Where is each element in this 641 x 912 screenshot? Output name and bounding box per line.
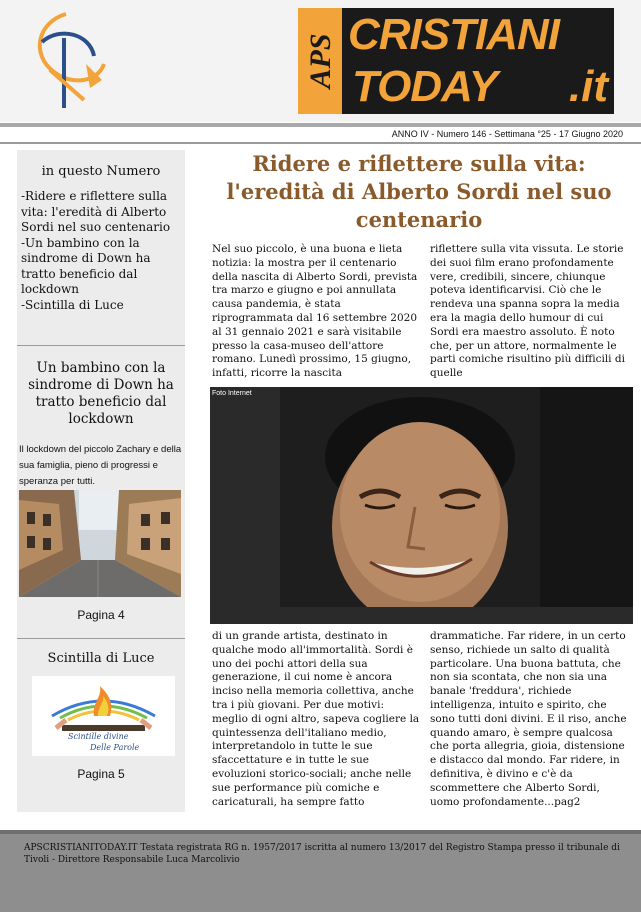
teaser-title: Scintilla di Luce	[47, 651, 155, 666]
page-footer	[0, 830, 641, 912]
scintilla-caption-1: Scintille divine	[68, 732, 129, 741]
footer-rule	[0, 830, 641, 834]
fish-cross-logo-icon	[20, 8, 112, 112]
article-photo	[210, 387, 633, 624]
teaser-text: Il lockdown del piccolo Zachary e della sua famiglia, pieno di progressi e speranza per tutti.	[19, 444, 182, 487]
teaser-title: Un bambino con la sindrome di Down ha tratto beneficio dal lockdown	[28, 360, 174, 427]
toc-list	[17, 189, 185, 313]
scintilla-caption-2: Delle Parole	[90, 743, 140, 752]
masthead-line2: TODAY	[352, 62, 497, 111]
scintilla-logo	[32, 676, 175, 756]
article-col2-bottom	[430, 630, 630, 809]
article-paragraph: riflettere sulla vita vissuta. Le storie dei suoi film erano profondamente vere, credibili, sincere, chiunque poteva identificarvisi. Ciò che le rendeva una spanna sopra la media era la magia dello humour di cui Sordi era maestro assoluto. È noto che, per un attore, normalmente le parti comiche risultino più difficili di quelle	[430, 243, 625, 380]
header-rule	[0, 123, 641, 127]
masthead-suffix: .it	[568, 62, 608, 111]
article-col1-top	[212, 243, 420, 381]
street-photo-image	[19, 490, 181, 597]
teaser-scintilla[interactable]	[17, 639, 185, 812]
portrait-photo-image	[210, 387, 633, 624]
teaser-page-link[interactable]: Pagina 4	[77, 608, 125, 622]
masthead-aps: APS	[304, 33, 337, 89]
toc-title: in questo Numero	[41, 164, 161, 179]
page-header	[0, 0, 641, 122]
article-col1-bottom	[212, 630, 420, 809]
masthead-line1: CRISTIANI	[348, 10, 559, 59]
teaser-page-link[interactable]: Pagina 5	[77, 767, 125, 781]
toc-item[interactable]: -Un bambino con la sindrome di Down ha tratto beneficio dal lockdown	[21, 235, 151, 296]
article-title: Ridere e riflettere sulla vita: l'eredità di Alberto Sordi nel suo centenario	[226, 151, 612, 232]
photo-caption: Foto Internet	[212, 390, 252, 397]
street-photo	[19, 490, 181, 597]
footer-imprint: APSCRISTIANITODAY.IT Testata registrata RG n. 1957/2017 iscritta al numero 13/2017 del Registro Stampa presso il tribunale di Tivoli - Direttore Responsabile Luca Marcolivio	[24, 843, 620, 865]
toc-item[interactable]: -Ridere e riflettere sulla vita: l'eredità di Alberto Sordi nel suo centenario	[21, 189, 171, 234]
article-paragraph: Nel suo piccolo, è una buona e lieta notizia: la mostra per il centenario della nascita di Alberto Sordi, prevista tra marzo e giugno e poi annullata causa pandemia, è stata riprogrammata dal 16 settembre 2020 al 31 gennaio 2021 e sarà visitabile presso la casa-museo dell'attore romano. Lunedì prossimo, 15 giugno, infatti, ricorre la nascita	[212, 243, 418, 380]
article-paragraph: di un grande artista, destinato in qualche modo all'immortalità. Sordi è uno dei pochi attori della sua generazione, il cui nome è ancora inciso nella memoria collettiva, anche tra i più giovani. Per due motivi: meglio di ogni altro, sapeva cogliere la quintessenza dell'italiano medio, interpretandolo in tutte le sue sfaccettature e in tutte le sue evoluzioni storico-sociali; anche nelle sue performance più comiche e caricaturali, ha sempre fatto	[212, 630, 420, 808]
teaser-down-syndrome[interactable]	[17, 346, 185, 639]
toc-item[interactable]: -Scintilla di Luce	[21, 297, 124, 312]
article-col2-top	[430, 243, 630, 381]
issue-rule	[0, 142, 641, 144]
sidebar	[17, 150, 185, 812]
masthead-logo	[298, 8, 614, 114]
article-paragraph: drammatiche. Far ridere, in un certo senso, richiede un salto di qualità particolare. Una buona battuta, che non sia scontata, che non sia una banale 'freddura', richiede intelligenza, intuito e spirito, che sono tutti doni divini. E il riso, anche quando amaro, è sempre qualcosa che porta allegria, gioia, distensione e distacco dal mondo. Far ridere, in definitiva, è divino e c'è da scommettere che Alberto Sordi, uomo profondamente...pag2	[430, 630, 627, 808]
toc-box	[17, 150, 185, 346]
issue-line: ANNO IV - Numero 146 - Settimana °25 - 17 Giugno 2020	[391, 129, 623, 139]
